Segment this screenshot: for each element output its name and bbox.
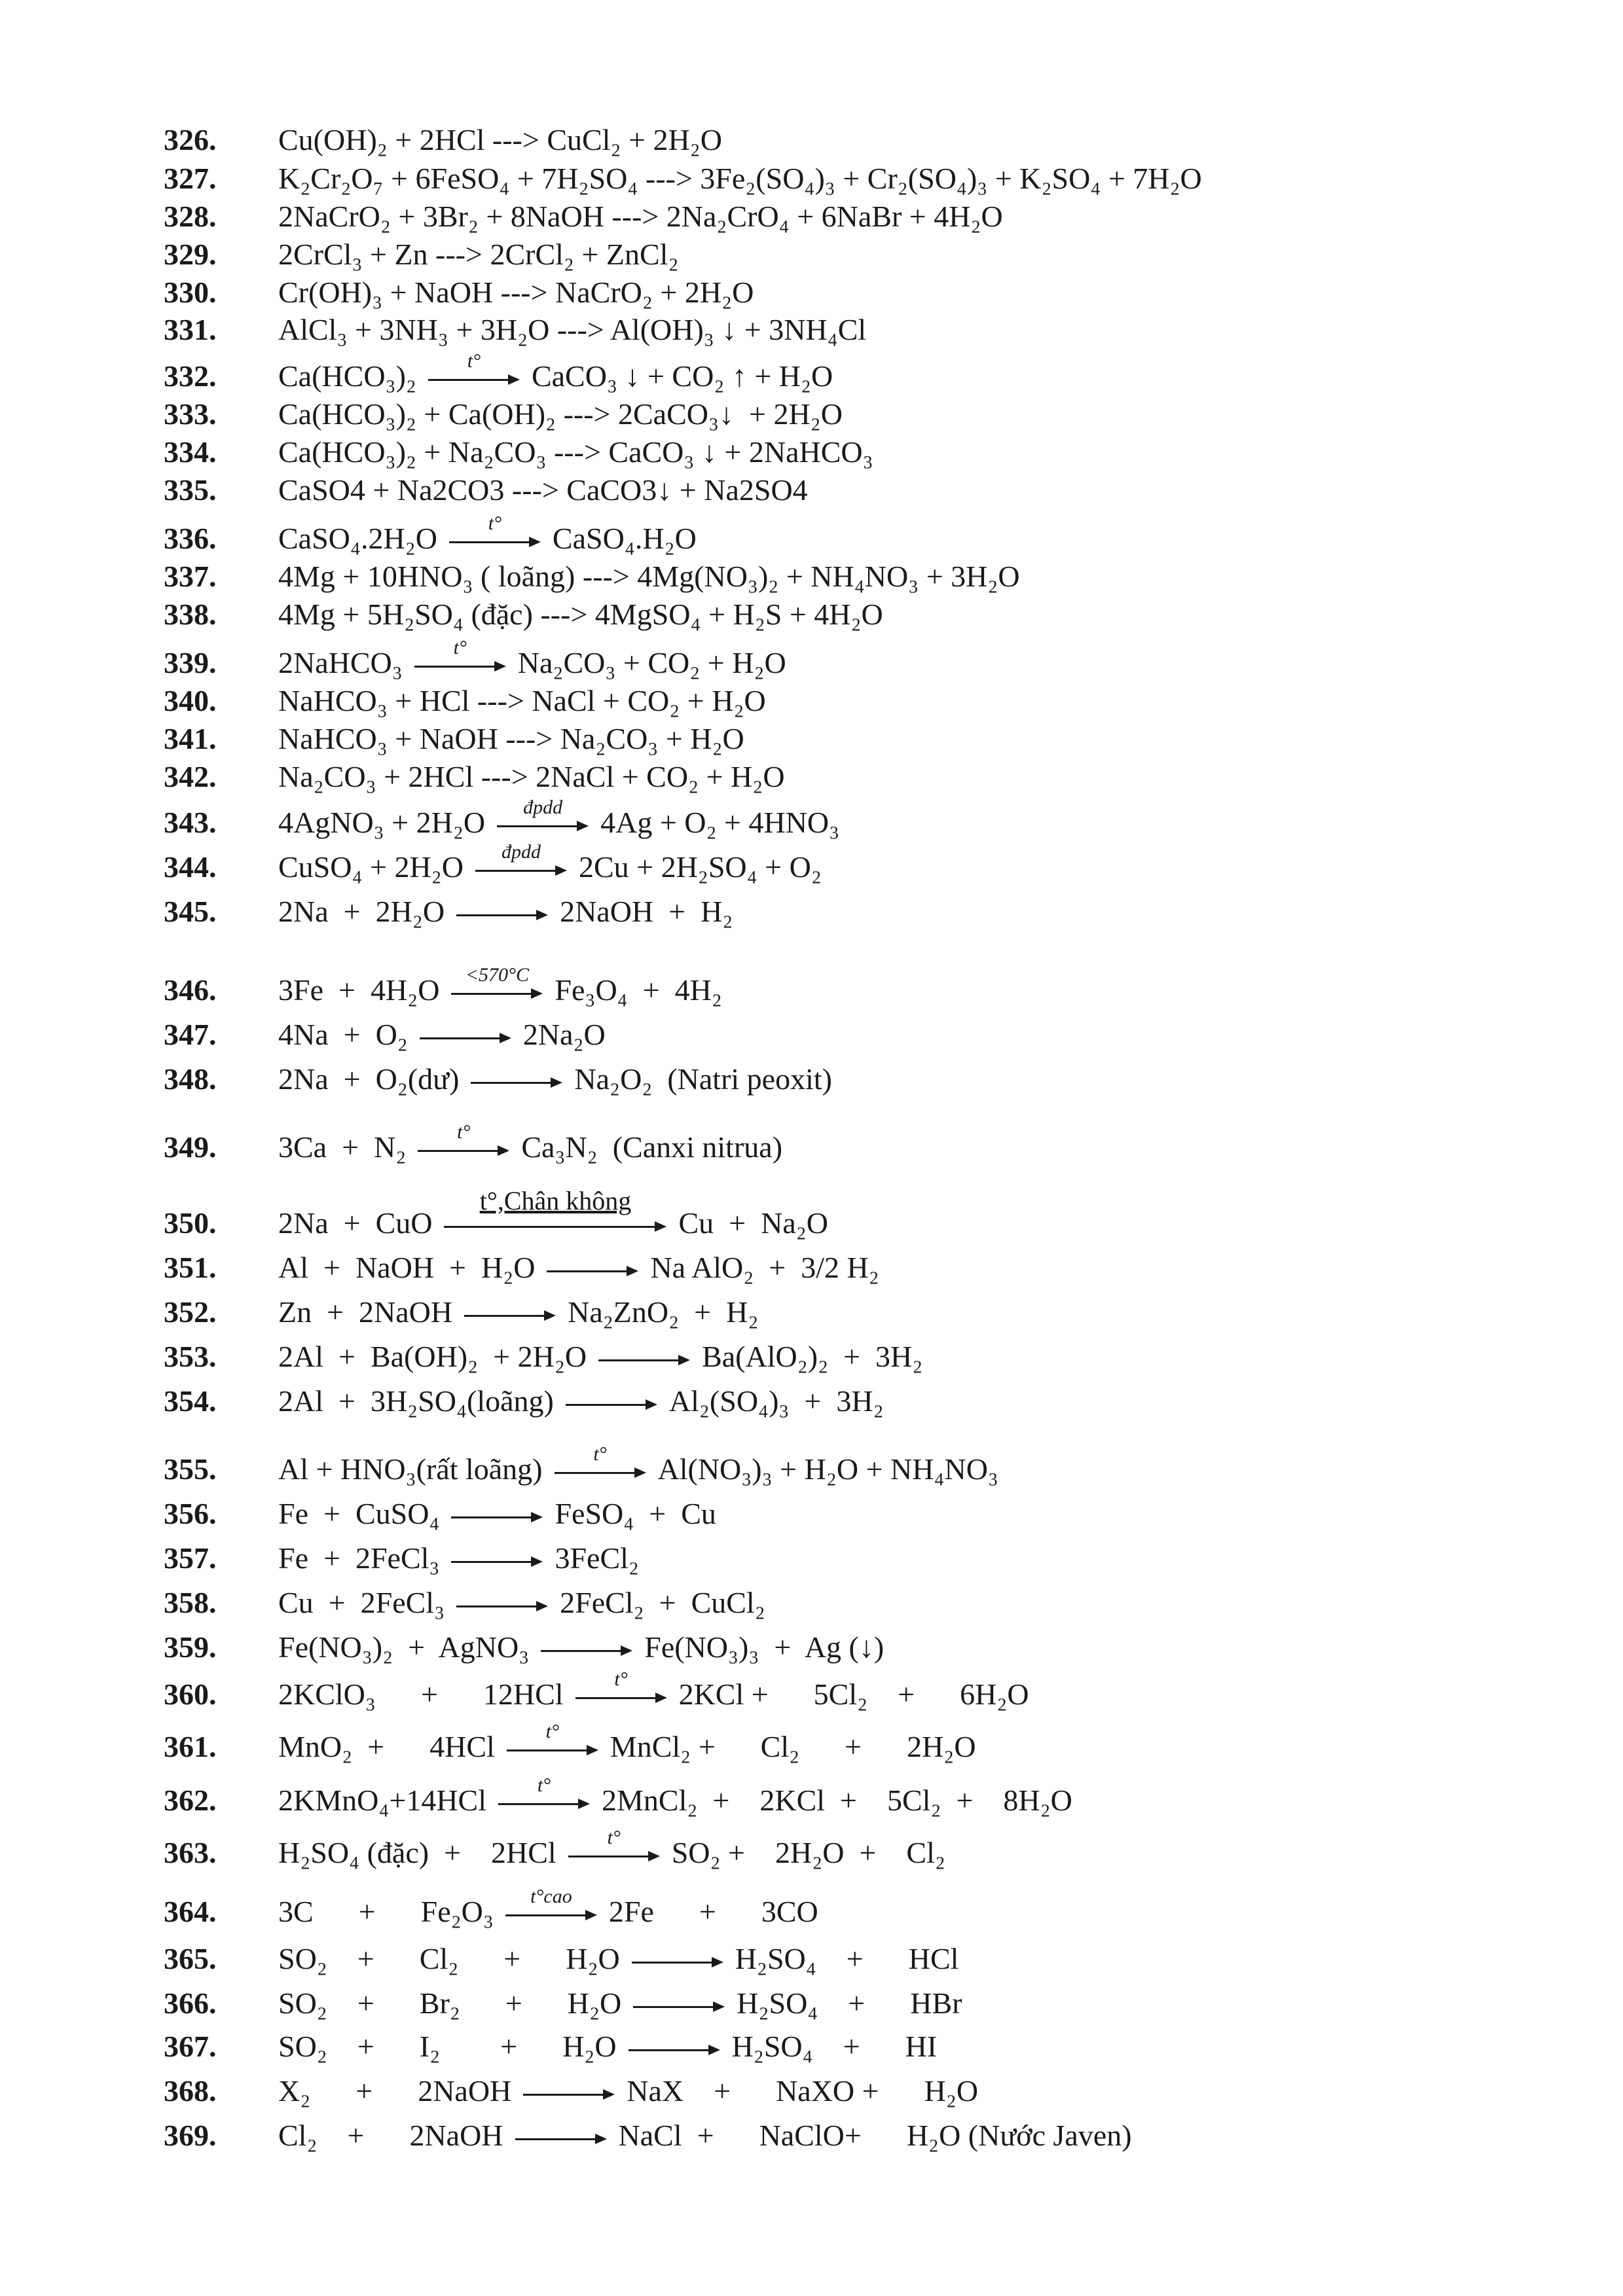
reaction-reactants: 3Fe + 4H₂O — [278, 973, 440, 1007]
reaction-products: Al₂(SO₄)₃ + 3H₂ — [668, 1384, 884, 1418]
reaction-arrow-icon — [566, 1386, 657, 1416]
reaction-reactants: Cl₂ + 2NaOH — [278, 2118, 503, 2152]
reaction-row — [164, 1721, 976, 1766]
reaction-reactants: Cu(OH)₂ + 2HCl ---> CuCl₂ + 2H₂O — [278, 122, 722, 156]
reaction-condition: t° — [488, 512, 502, 534]
reaction-reactants: SO₂ + Cl₂ + H₂O — [278, 1941, 620, 1975]
reaction-products: Na₂O₂ (Natri peoxit) — [574, 1062, 832, 1096]
reaction-condition: t° — [453, 637, 467, 658]
reaction-reactants: Fe(NO₃)₂ + AgNO₃ — [278, 1630, 530, 1664]
reaction-reactants: 4Mg + 5H₂SO₄ (đặc) ---> 4MgSO₄ + H₂S + 4H₂O — [278, 597, 883, 631]
reaction-row — [164, 1827, 945, 1872]
reaction-row — [164, 350, 833, 395]
reaction-row — [164, 394, 843, 433]
reaction-condition: t° — [537, 1774, 551, 1796]
reaction-reactants: 4Mg + 10HNO₃ ( loãng) ---> 4Mg(NO₃)₂ + NH₄NO₃ + 3H₂O — [278, 559, 1020, 593]
reaction-products: Fe(NO₃)₃ + Ag (↓) — [644, 1630, 884, 1664]
reaction-row — [164, 964, 722, 1009]
reaction-reactants: SO₂ + Br₂ + H₂O — [278, 1986, 622, 2020]
reaction-number: 363. — [164, 1835, 217, 1869]
reaction-arrow-icon — [598, 1341, 690, 1371]
reaction-row — [164, 797, 840, 842]
reaction-arrow-icon — [575, 1668, 667, 1709]
reaction-products: 2Fe + 3CO — [608, 1894, 818, 1928]
reaction-reactants: 2KClO₃ + 12HCl — [278, 1677, 564, 1711]
reaction-condition: t° — [467, 350, 481, 372]
reaction-row — [164, 1443, 998, 1488]
reaction-number: 368. — [164, 2073, 217, 2108]
reaction-row — [164, 1186, 829, 1242]
reaction-row — [164, 310, 866, 349]
reaction-arrow-icon — [444, 1186, 666, 1238]
reaction-products: Na₂CO₃ + CO₂ + H₂O — [517, 645, 786, 679]
reaction-products: 2Cu + 2H₂SO₄ + O₂ — [578, 850, 822, 884]
reaction-arrow-icon — [418, 1121, 509, 1162]
reaction-number: 359. — [164, 1630, 217, 1664]
reaction-number: 364. — [164, 1894, 217, 1928]
reaction-row — [164, 1774, 1072, 1820]
reaction-row — [164, 2071, 978, 2110]
reaction-products: NaX + NaXO + H₂O — [627, 2073, 979, 2108]
reaction-row — [164, 1336, 922, 1376]
reaction-row — [164, 1983, 962, 2022]
reaction-reactants: NaHCO₃ + HCl ---> NaCl + CO₂ + H₂O — [278, 683, 766, 717]
reaction-number: 351. — [164, 1250, 217, 1284]
reaction-number: 340. — [164, 683, 217, 717]
reaction-products: 2MnCl₂ + 2KCl + 5Cl₂ + 8H₂O — [602, 1783, 1072, 1817]
reaction-number: 333. — [164, 397, 217, 431]
reaction-reactants: CaSO₄.2H₂O — [278, 521, 437, 555]
reaction-number: 353. — [164, 1339, 217, 1373]
reaction-number: 338. — [164, 597, 217, 631]
reaction-condition: t° — [614, 1668, 628, 1690]
reaction-products: MnCl₂ + Cl₂ + 2H₂O — [610, 1729, 976, 1763]
reaction-arrow-icon — [464, 1297, 556, 1327]
reaction-number: 346. — [164, 973, 217, 1007]
reaction-number: 327. — [164, 161, 217, 195]
reaction-reactants: Fe + 2FeCl₃ — [278, 1541, 440, 1575]
reaction-products: SO₂ + 2H₂O + Cl₂ — [671, 1835, 945, 1869]
reaction-arrow-icon — [456, 1587, 548, 1617]
reaction-row — [164, 1014, 606, 1054]
reaction-number: 339. — [164, 645, 217, 679]
reaction-number: 365. — [164, 1941, 217, 1975]
reaction-number: 354. — [164, 1384, 217, 1418]
reaction-condition: đpdd — [501, 841, 541, 863]
reaction-products: H₂SO₄ + HBr — [737, 1986, 962, 2020]
reaction-row — [164, 1583, 765, 1622]
reaction-reactants: AlCl₃ + 3NH₃ + 3H₂O ---> Al(OH)₃ ↓ + 3NH₄Cl — [278, 312, 867, 346]
reaction-arrow-icon — [451, 1543, 543, 1573]
reaction-arrow-icon — [449, 512, 541, 553]
reaction-number: 328. — [164, 199, 217, 233]
reaction-condition: t° — [457, 1121, 471, 1143]
reaction-arrow-icon — [629, 2031, 720, 2061]
reaction-row — [164, 637, 786, 682]
reaction-row — [164, 681, 766, 720]
reaction-reactants: K₂Cr₂O₇ + 6FeSO₄ + 7H₂SO₄ ---> 3Fe₂(SO₄)₃ + Cr₂(SO₄)₃ + K₂SO₄ + 7H₂O — [278, 161, 1202, 195]
reaction-products: 4Ag + O₂ + 4HNO₃ — [600, 805, 840, 839]
reaction-number: 357. — [164, 1541, 217, 1575]
reaction-row — [164, 1494, 716, 1533]
reaction-reactants: 3Ca + N₂ — [278, 1130, 407, 1164]
reaction-number: 362. — [164, 1783, 217, 1817]
reaction-reactants: 2KMnO₄+14HCl — [278, 1783, 487, 1817]
reaction-reactants: Cu + 2FeCl₃ — [278, 1585, 445, 1619]
reaction-row — [164, 120, 722, 159]
reaction-number: 358. — [164, 1585, 217, 1619]
reaction-reactants: Ca(HCO₃)₂ + Na₂CO₃ ---> CaCO₃ ↓ + 2NaHCO₃ — [278, 435, 873, 469]
reaction-reactants: Na₂CO₃ + 2HCl ---> 2NaCl + CO₂ + H₂O — [278, 759, 785, 793]
reaction-number: 343. — [164, 805, 217, 839]
reaction-number: 334. — [164, 435, 217, 469]
reaction-row — [164, 1668, 1029, 1713]
reaction-reactants: Zn + 2NaOH — [278, 1295, 453, 1329]
reaction-number: 356. — [164, 1496, 217, 1530]
reaction-row — [164, 1292, 758, 1331]
reaction-number: 366. — [164, 1986, 217, 2020]
reaction-arrow-icon — [507, 1721, 598, 1761]
reaction-products: Cu + Na₂O — [678, 1206, 829, 1240]
reaction-products: H₂SO₄ + HI — [731, 2029, 938, 2063]
reaction-number: 335. — [164, 473, 217, 507]
reaction-number: 341. — [164, 721, 217, 755]
reaction-number: 326. — [164, 122, 217, 156]
reaction-row — [164, 2026, 937, 2066]
reaction-arrow-icon — [456, 896, 548, 926]
reaction-reactants: H₂SO₄ (đặc) + 2HCl — [278, 1835, 556, 1869]
reaction-row — [164, 594, 883, 634]
reaction-row — [164, 512, 697, 558]
reaction-arrow-icon — [633, 1988, 725, 2018]
reaction-condition: đpdd — [523, 797, 563, 818]
reaction-row — [164, 556, 1020, 596]
reaction-products: Ba(AlO₂)₂ + 3H₂ — [702, 1339, 923, 1373]
reaction-reactants: Ca(HCO₃)₂ — [278, 359, 416, 393]
reaction-products: Al(NO₃)₃ + H₂O + NH₄NO₃ — [657, 1452, 998, 1486]
reaction-number: 331. — [164, 312, 217, 346]
reaction-row — [164, 272, 754, 312]
reaction-arrow-icon — [451, 964, 543, 1005]
reaction-condition: <570°C — [465, 964, 530, 986]
reaction-arrow-icon — [547, 1252, 638, 1282]
reaction-row — [164, 1247, 879, 1287]
reaction-row — [164, 1381, 884, 1420]
reaction-row — [164, 719, 744, 758]
reaction-number: 360. — [164, 1677, 217, 1711]
reaction-number: 352. — [164, 1295, 217, 1329]
reaction-arrow-icon — [428, 350, 520, 391]
reaction-products: 2NaOH + H₂ — [560, 894, 733, 928]
reaction-number: 345. — [164, 894, 217, 928]
reaction-number: 369. — [164, 2118, 217, 2152]
reaction-products: Ca₃N₂ (Canxi nitrua) — [521, 1130, 783, 1164]
reaction-reactants: 2Na + CuO — [278, 1206, 433, 1240]
reaction-number: 350. — [164, 1206, 217, 1240]
reaction-arrow-icon — [523, 2075, 615, 2106]
reaction-number: 347. — [164, 1017, 217, 1051]
reaction-arrow-icon — [632, 1943, 723, 1973]
reaction-arrow-icon — [420, 1019, 511, 1049]
reaction-products: 2Na₂O — [522, 1017, 606, 1051]
reaction-number: 332. — [164, 359, 217, 393]
reaction-arrow-icon — [497, 797, 589, 837]
reaction-products: Na₂ZnO₂ + H₂ — [568, 1295, 759, 1329]
reaction-reactants: X₂ + 2NaOH — [278, 2073, 512, 2108]
reaction-reactants: 4AgNO₃ + 2H₂O — [278, 805, 486, 839]
reaction-number: 342. — [164, 759, 217, 793]
reaction-reactants: 2NaHCO₃ — [278, 645, 403, 679]
reaction-number: 348. — [164, 1062, 217, 1096]
reaction-row — [164, 1538, 639, 1577]
reaction-number: 336. — [164, 521, 217, 555]
reaction-row — [164, 757, 785, 796]
reaction-reactants: Cr(OH)₃ + NaOH ---> NaCrO₂ + 2H₂O — [278, 275, 754, 309]
reaction-products: CaSO₄.H₂O — [552, 521, 697, 555]
reaction-products: 2KCl + 5Cl₂ + 6H₂O — [678, 1677, 1029, 1711]
reaction-arrow-icon — [568, 1827, 660, 1867]
reaction-reactants: 2CrCl₃ + Zn ---> 2CrCl₂ + ZnCl₂ — [278, 237, 679, 271]
reaction-row — [164, 432, 873, 471]
reaction-number: 329. — [164, 237, 217, 271]
reaction-reactants: Ca(HCO₃)₂ + Ca(OH)₂ ---> 2CaCO₃↓ + 2H₂O — [278, 397, 843, 431]
reaction-products: NaCl + NaClO+ H₂O (Nước Javen) — [618, 2118, 1132, 2152]
reaction-reactants: 2Al + 3H₂SO₄(loãng) — [278, 1384, 554, 1418]
reaction-number: 337. — [164, 559, 217, 593]
reaction-arrow-icon — [515, 2120, 607, 2150]
reaction-row — [164, 841, 822, 886]
reaction-reactants: CaSO4 + Na2CO3 ---> CaCO3↓ + Na2SO4 — [278, 473, 808, 507]
reaction-number: 344. — [164, 850, 217, 884]
reaction-products: Fe₃O₄ + 4H₂ — [555, 973, 722, 1007]
reaction-condition: t° — [593, 1443, 607, 1465]
reaction-row — [164, 1939, 958, 1978]
reaction-number: 355. — [164, 1452, 217, 1486]
reaction-number: 349. — [164, 1130, 217, 1164]
reaction-number: 361. — [164, 1729, 217, 1763]
reaction-row — [164, 1059, 832, 1098]
reaction-number: 330. — [164, 275, 217, 309]
reaction-arrow-icon — [541, 1632, 632, 1662]
reaction-reactants: 2Al + Ba(OH)₂ + 2H₂O — [278, 1339, 587, 1373]
reaction-reactants: SO₂ + I₂ + H₂O — [278, 2029, 617, 2063]
reaction-arrow-icon — [475, 841, 567, 882]
reaction-row — [164, 1627, 884, 1666]
reaction-condition: t° — [607, 1827, 621, 1848]
reaction-reactants: Fe + CuSO₄ — [278, 1496, 440, 1530]
reaction-arrow-icon — [555, 1443, 646, 1484]
reaction-reactants: 2Na + 2H₂O — [278, 894, 445, 928]
reaction-reactants: Al + HNO₃(rất loãng) — [278, 1452, 543, 1486]
reaction-row — [164, 196, 1003, 236]
reaction-row — [164, 470, 808, 509]
reaction-products: Na AlO₂ + 3/2 H₂ — [650, 1250, 879, 1284]
reaction-reactants: 3C + Fe₂O₃ — [278, 1894, 494, 1928]
reaction-arrow-icon — [414, 637, 506, 677]
reaction-products: FeSO₄ + Cu — [555, 1496, 716, 1530]
reaction-arrow-icon — [451, 1498, 543, 1528]
reaction-arrow-icon — [471, 1064, 562, 1094]
reaction-row — [164, 158, 1202, 198]
reaction-condition: t°cao — [530, 1886, 572, 1907]
reaction-condition: t°,Chân không — [479, 1186, 632, 1215]
reaction-reactants: Al + NaOH + H₂O — [278, 1250, 536, 1284]
reaction-reactants: 2NaCrO₂ + 3Br₂ + 8NaOH ---> 2Na₂CrO₄ + 6NaBr + 4H₂O — [278, 199, 1003, 233]
reaction-products: 2FeCl₂ + CuCl₂ — [560, 1585, 765, 1619]
reaction-reactants: CuSO₄ + 2H₂O — [278, 850, 464, 884]
reaction-condition: t° — [545, 1721, 559, 1742]
reaction-reactants: MnO₂ + 4HCl — [278, 1729, 495, 1763]
reaction-reactants: 2Na + O₂(dư) — [278, 1062, 460, 1096]
reaction-row — [164, 234, 678, 274]
reaction-row — [164, 1121, 783, 1166]
reaction-products: CaCO₃ ↓ + CO₂ ↑ + H₂O — [531, 359, 833, 393]
reaction-reactants: 4Na + O₂ — [278, 1017, 408, 1051]
reaction-number: 367. — [164, 2029, 217, 2063]
reaction-products: H₂SO₄ + HCl — [735, 1941, 959, 1975]
reaction-row — [164, 1886, 818, 1931]
reaction-row — [164, 891, 733, 931]
reaction-arrow-icon — [498, 1774, 590, 1815]
reaction-products: 3FeCl₂ — [555, 1541, 639, 1575]
reaction-row — [164, 2115, 1132, 2155]
reaction-reactants: NaHCO₃ + NaOH ---> Na₂CO₃ + H₂O — [278, 721, 744, 755]
reaction-arrow-icon — [505, 1886, 597, 1926]
